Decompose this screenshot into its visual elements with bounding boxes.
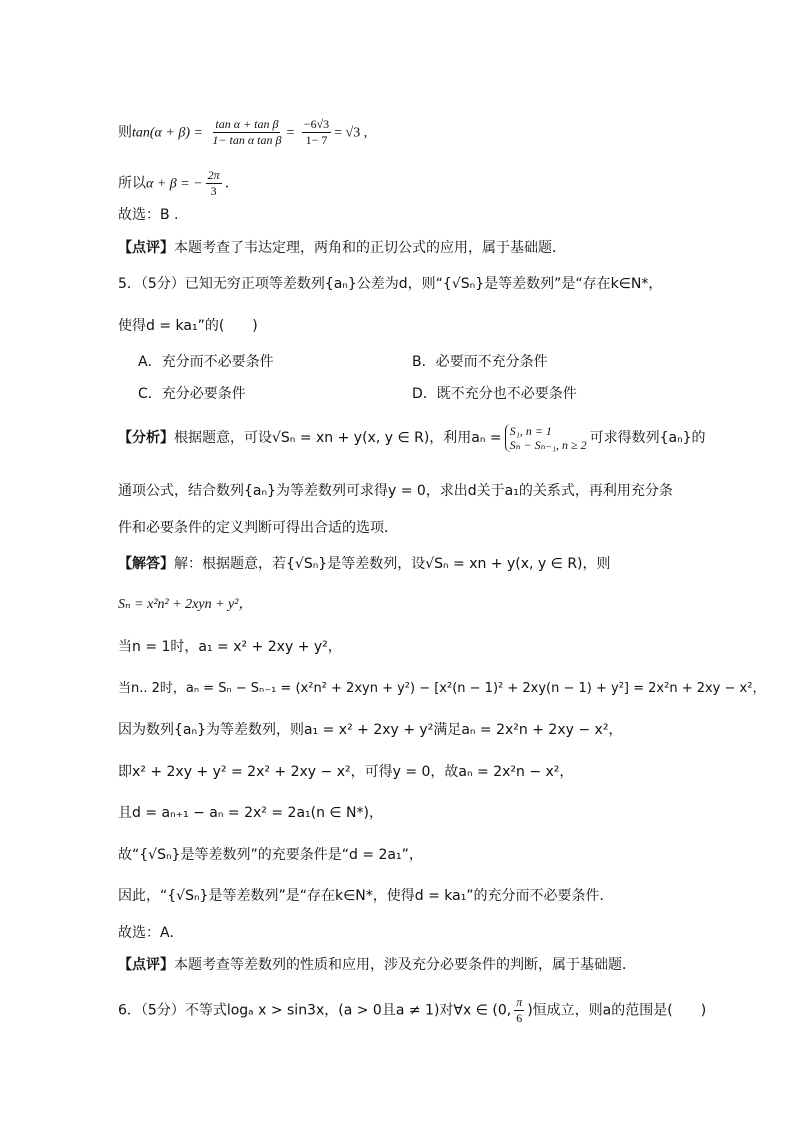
- numerator: −6√3: [303, 117, 330, 131]
- analysis-line-3: 件和必要条件的定义判断可得出合适的选项．: [118, 520, 398, 536]
- review-text: 本题考查了韦达定理，两角和的正切公式的应用，属于基础题．: [174, 240, 566, 256]
- option-a: A．充分而不必要条件: [138, 354, 274, 370]
- review-tag: 【点评】: [118, 957, 174, 973]
- formula-rhs: = √3 ,: [334, 125, 368, 141]
- solution-line-4: 当n.. 2时，aₙ = Sₙ − Sₙ₋₁ = (x²n² + 2xyn + y²) − [x²(n − 1)² + 2xy(n − 1) + y²] = 2x²n + 2xy − x²，: [118, 681, 766, 696]
- solution-line-2: Sₙ = x²n² + 2xyn + y²，: [118, 597, 253, 612]
- review-text: 本题考查等差数列的性质和应用，涉及充分必要条件的判断，属于基础题．: [174, 957, 636, 973]
- fraction: [210, 117, 283, 148]
- numerator: tan α + tan β: [215, 117, 279, 131]
- question-6-text-end: )恒成立，则a的范围是( ): [527, 1002, 707, 1019]
- option-b: B．必要而不充分条件: [412, 354, 548, 370]
- question-5-line-1: 5．（5分）已知无穷正项等差数列{aₙ}公差为d，则“{√Sₙ}是等差数列”是“存在k∈N*，: [118, 276, 663, 292]
- option-c: C．充分必要条件: [138, 386, 246, 402]
- numerator: π: [516, 995, 523, 1009]
- analysis-tag: 【分析】: [118, 430, 174, 446]
- case-2: Sₙ − Sₙ₋₁, n ≥ 2: [509, 438, 587, 452]
- solution-line-10: 故选：A．: [118, 925, 184, 941]
- fraction: [302, 117, 331, 148]
- review-tag: 【点评】: [118, 240, 174, 256]
- formula-lhs: α + β = −: [146, 176, 203, 192]
- review-line: [118, 238, 566, 258]
- solution-line-7: 且d = aₙ₊₁ − aₙ = 2x² = 2a₁(n ∈ N*)，: [118, 805, 383, 821]
- piecewise-brace: [505, 424, 587, 452]
- solution-line-8: 故“{√Sₙ}是等差数列”的充要条件是“d = 2a₁”，: [118, 847, 423, 863]
- analysis-line-1: [118, 424, 706, 452]
- denominator: 1− 7: [305, 133, 328, 147]
- sum-angle-line: [118, 168, 229, 199]
- analysis-line-2: 通项公式，结合数列{aₙ}为等差数列可求得y = 0，求出d关于a₁的关系式，再利用充分条: [118, 483, 673, 499]
- denominator: 6: [516, 1011, 523, 1025]
- review-line-2: [118, 955, 636, 975]
- option-d: D．既不充分也不必要条件: [412, 386, 577, 402]
- solution-line-5: 因为数列{aₙ}为等差数列，则a₁ = x² + 2xy + y²满足aₙ = 2x²n + 2xy − x²，: [118, 722, 623, 738]
- question-6-line: [118, 995, 706, 1026]
- denominator: 3: [210, 184, 217, 198]
- denominator: 1− tan α tan β: [212, 133, 282, 147]
- analysis-text-end: 可求得数列{aₙ}的: [589, 430, 706, 446]
- solution-line-3: 当n = 1时，a₁ = x² + 2xy + y²，: [118, 639, 342, 655]
- case-1: S₁, n = 1: [509, 424, 552, 438]
- fraction: [206, 168, 222, 199]
- answer-line: 故选：B .: [118, 207, 179, 223]
- tan-sum-line: 则tan(α + β) = $\frac{\text{tan α + tan β}}{\text{1− tan α tan β}}$ = $\frac{-6√3}{1- 7}$ = √3 ,: [118, 117, 368, 147]
- solution-text: 解：根据题意，若{√Sₙ}是等差数列，设√Sₙ = xn + y(x, y ∈ R)，则: [174, 556, 611, 572]
- numerator: 2π: [207, 168, 220, 182]
- question-6-text: 6．（5分）不等式logₐ x > sin3x，(a > 0且a ≠ 1)对∀x ∈ (0,: [118, 1002, 512, 1019]
- solution-line-9: 因此，“{√Sₙ}是等差数列”是“存在k∈N*，使得d = ka₁”的充分而不必要条件．: [118, 888, 614, 904]
- formula-lhs: tan(α + β) =: [132, 125, 203, 141]
- analysis-text: 根据题意，可设√Sₙ = xn + y(x, y ∈ R)，利用aₙ =: [174, 430, 502, 446]
- text-prefix: 所以: [118, 175, 146, 192]
- fraction: [514, 995, 524, 1026]
- period: .: [224, 175, 230, 192]
- question-5-line-2: 使得d = ka₁”的( ): [118, 318, 258, 334]
- solution-line-6: 即x² + 2xy + y² = 2x² + 2xy − x²，可得y = 0，故aₙ = 2x²n − x²，: [118, 764, 574, 780]
- text-prefix: 则: [118, 124, 132, 141]
- solution-tag: 【解答】: [118, 556, 174, 572]
- solution-line-1: [118, 554, 611, 574]
